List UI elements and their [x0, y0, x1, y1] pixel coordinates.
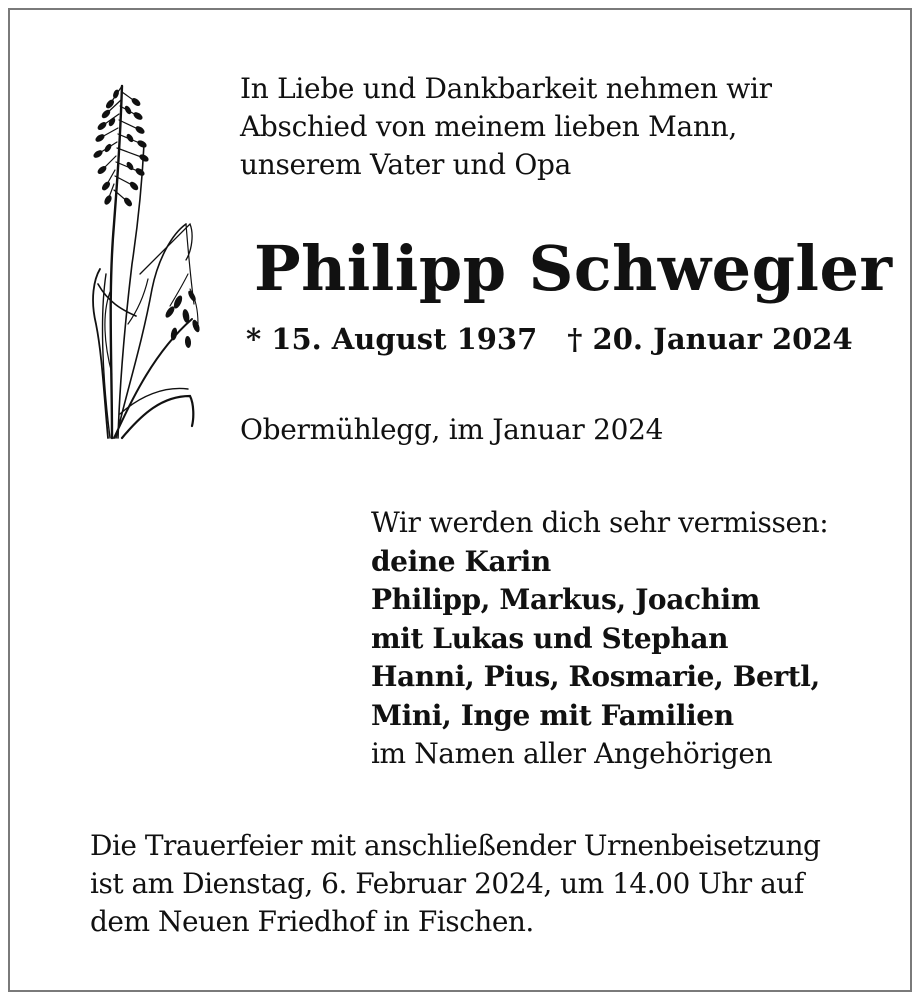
mourners-block — [371, 504, 828, 774]
funeral-line: dem Neuen Friedhof in Fischen. — [90, 905, 534, 938]
mourner-line: deine Karin — [371, 544, 551, 578]
death-date: † 20. Januar 2024 — [567, 322, 853, 356]
funeral-line: Die Trauerfeier mit anschließender Urnenbeisetzung — [90, 829, 821, 862]
grass-plant-icon — [82, 74, 206, 442]
mourner-line: Philipp, Markus, Joachim — [371, 583, 761, 616]
mourners-closing: im Namen aller Angehörigen — [371, 737, 773, 770]
funeral-line: ist am Dienstag, 6. Februar 2024, um 14.00 Uhr auf — [90, 867, 804, 900]
deceased-name: Philipp Schwegler — [254, 232, 893, 305]
mourner-line: Hanni, Pius, Rosmarie, Bertl, — [371, 660, 820, 693]
obituary-frame — [8, 8, 912, 992]
intro-text — [240, 70, 772, 184]
mourners-intro: Wir werden dich sehr vermissen: — [371, 506, 829, 539]
intro-line: In Liebe und Dankbarkeit nehmen wir — [240, 72, 772, 105]
intro-line: unserem Vater und Opa — [240, 148, 572, 181]
intro-line: Abschied von meinem lieben Mann, — [240, 110, 737, 143]
funeral-notice — [90, 827, 820, 941]
life-dates — [246, 322, 853, 356]
birth-date: * 15. August 1937 — [246, 322, 538, 356]
mourner-line: mit Lukas und Stephan — [371, 621, 729, 655]
place-date: Obermühlegg, im Januar 2024 — [240, 413, 664, 446]
mourner-line: Mini, Inge mit Familien — [371, 698, 734, 732]
